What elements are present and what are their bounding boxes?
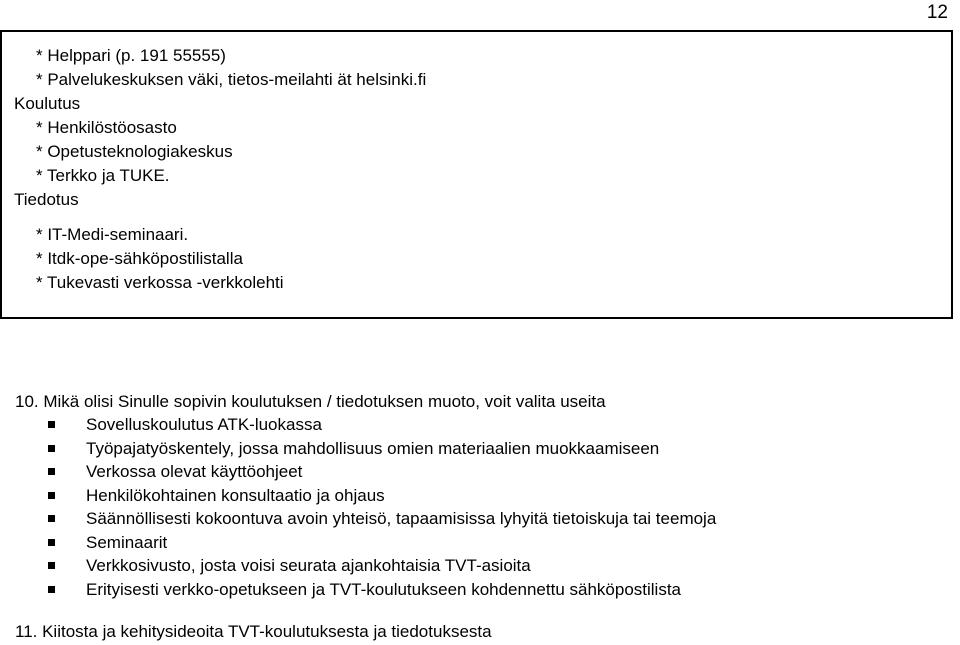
square-bullet-icon [48,562,55,569]
square-bullet-icon [48,515,55,522]
option-item [48,554,716,578]
option-item [48,484,716,508]
answer-line: * Henkilöstöosasto [36,118,177,137]
square-bullet-icon [48,539,55,546]
option-item [48,413,716,437]
answer-heading: Koulutus [14,94,81,113]
option-label: Säännöllisesti kokoontuva avoin yhteisö, tapaamisissa lyhyitä tietoiskuja tai teemoja [86,509,717,528]
answer-line: * Terkko ja TUKE. [36,166,170,185]
answer-line: * Itdk-ope-sähköpostilistalla [36,249,243,268]
option-label: Työpajatyöskentely, jossa mahdollisuus omien materiaalien muokkaamiseen [86,438,660,458]
option-label: Sovelluskoulutus ATK-luokassa [86,415,322,434]
option-item [48,531,716,555]
option-item [48,578,716,602]
answer-line: * Palvelukeskuksen väki, tietos-meilahti ät helsinki.fi [36,70,427,89]
answer-heading: Tiedotus [14,190,79,209]
option-label: Verkossa olevat käyttöohjeet [86,462,303,481]
option-item [48,437,716,461]
option-label: Verkkosivusto, josta voisi seurata ajankohtaisia TVT-asioita [86,556,531,575]
square-bullet-icon [48,421,55,428]
page-number: 12 [926,2,948,23]
answer-line: * Opetusteknologiakeskus [36,142,233,161]
question-10-options [48,413,716,601]
square-bullet-icon [48,492,55,499]
answer-line: * IT-Medi-seminaari. [36,225,189,244]
answer-line: * Tukevasti verkossa -verkkolehti [36,273,284,292]
option-label: Erityisesti verkko-opetukseen ja TVT-koulutukseen kohdennettu sähköpostilista [86,579,682,599]
square-bullet-icon [48,445,55,452]
option-item [48,507,716,531]
option-label: Henkilökohtainen konsultaatio ja ohjaus [86,485,385,505]
option-label: Seminaarit [86,532,168,552]
square-bullet-icon [48,586,55,593]
question-10: 10. Mikä olisi Sinulle sopivin koulutuksen / tiedotuksen muoto, voit valita useita [15,392,606,411]
answer-list [14,44,426,295]
option-item [48,460,716,484]
square-bullet-icon [48,468,55,475]
answer-line: * Helppari (p. 191 55555) [36,46,226,65]
answer-box [0,30,953,319]
question-11: 11. Kiitosta ja kehitysideoita TVT-koulutuksesta ja tiedotuksesta [15,622,492,641]
